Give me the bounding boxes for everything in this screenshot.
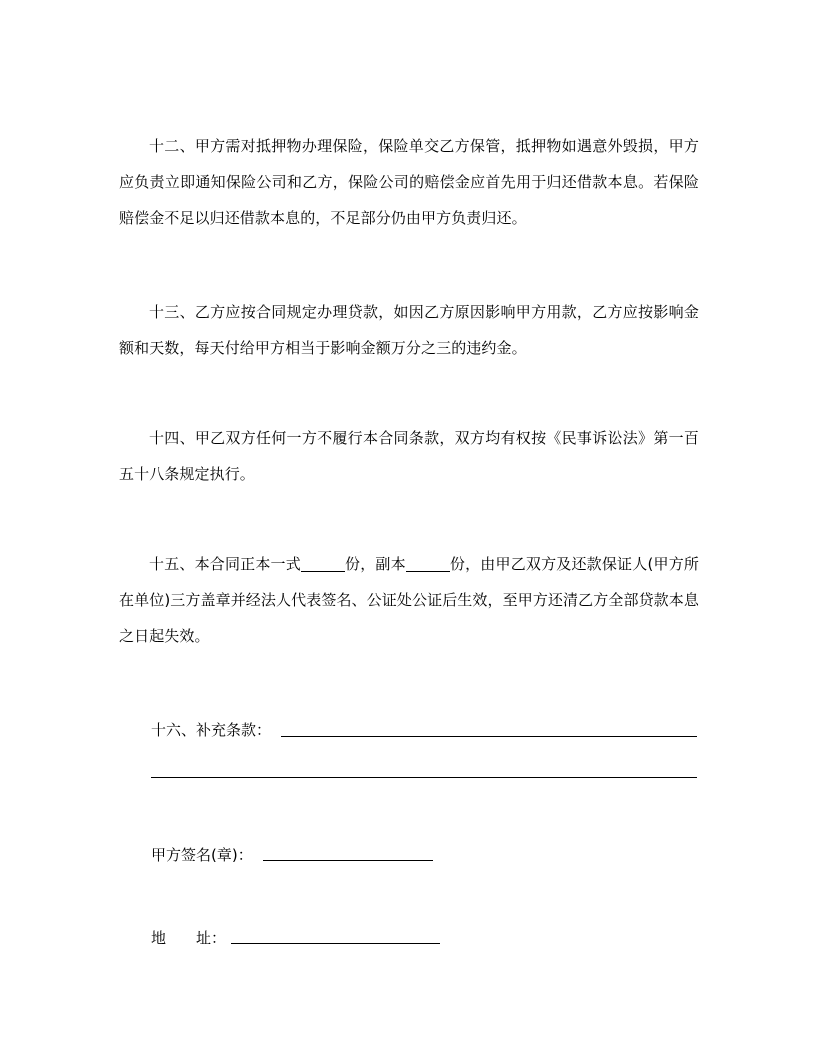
clause-15 [119, 546, 699, 654]
duplicate-copies-blank[interactable] [406, 555, 450, 572]
supplementary-terms-line-2[interactable] [151, 777, 697, 778]
supplementary-terms-line-1[interactable] [281, 736, 697, 737]
address-label-char-1: 地 [151, 929, 167, 947]
party-a-signature-label: 甲方签名(章)： [151, 846, 253, 864]
clause-15-text-1: 十五、本合同正本一式 [149, 555, 301, 573]
address-line[interactable] [231, 943, 440, 944]
supplementary-terms-label: 十六、补充条款： [151, 721, 272, 739]
clause-12: 十二、甲方需对抵押物办理保险，保险单交乙方保管，抵押物如遇意外毁损，甲方应负责立即通知保险公司和乙方，保险公司的赔偿金应首先用于归还借款本息。若保险赔偿金不足以归还借款本息的，不足部分仍由甲方负责归还。 [119, 137, 699, 227]
party-a-signature-line[interactable] [263, 860, 433, 861]
address-label [151, 928, 226, 948]
address-label-char-2: 址： [196, 929, 227, 947]
clause-15-text-3: 份，由甲乙双方及还款保证人(甲方所在单位)三方盖章并经法人代表签名、公证处公证后生效，至甲方还清乙方全部贷款本息之日起失效。 [119, 555, 699, 645]
clause-13: 十三、乙方应按合同规定办理贷款，如因乙方原因影响甲方用款，乙方应按影响金额和天数，每天付给甲方相当于影响金额万分之三的违约金。 [119, 303, 699, 357]
clause-14: 十四、甲乙双方任何一方不履行本合同条款，双方均有权按《民事诉讼法》第一百五十八条规定执行。 [119, 429, 699, 483]
original-copies-blank[interactable] [301, 555, 345, 572]
clause-15-text-2: 份，副本 [344, 555, 406, 573]
